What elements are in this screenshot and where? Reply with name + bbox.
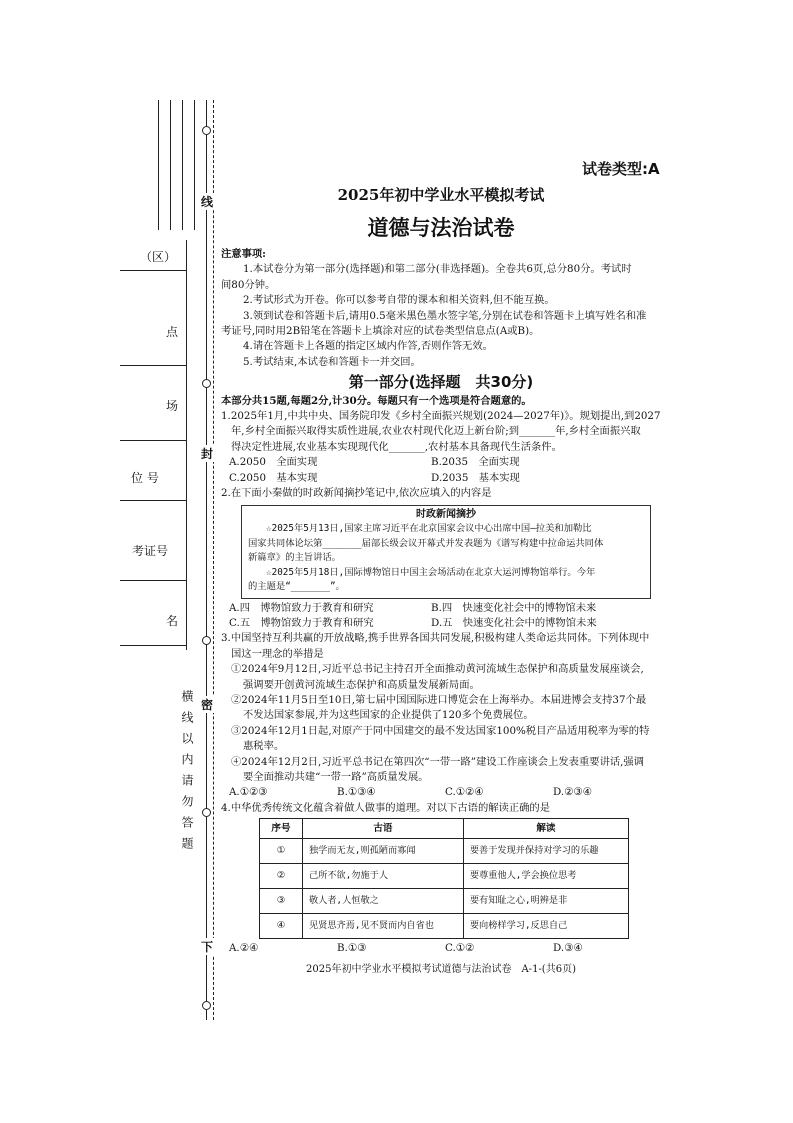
exam-point-field[interactable] xyxy=(120,270,187,366)
name-label: 名 xyxy=(166,614,179,628)
exam-room-label: 场 xyxy=(166,399,179,413)
table-row xyxy=(260,889,629,914)
line-char-xian: 线 xyxy=(200,195,213,209)
notice-item: 4.请在答题卡上各题的指定区域内作答,否则作答无效。 xyxy=(243,340,493,353)
option-a[interactable]: A.2050 全面实现 xyxy=(229,456,318,469)
option-d[interactable]: D.五 快速变化社会中的博物馆未来 xyxy=(431,616,597,629)
part1-title: 第一部分(选择题 共30分) xyxy=(348,373,534,392)
statement-item: ①2024年9月12日,习近平总书记主持召开全面推动黄河流域生态保护和高质量发展座谈会, xyxy=(231,663,644,676)
news-line: ☆2025年5月18日,国际博物馆日中国主会场活动在北京大运河博物馆举行。今年 xyxy=(266,566,596,578)
statement-item: ③2024年12月1日起,对原产于同中国建交的最不发达国家100%税目产品适用税率为零的特 xyxy=(231,724,650,737)
notice-item: 间80分钟。 xyxy=(221,278,276,291)
notice-item: 5.考试结束,本试卷和答题卡一并交回。 xyxy=(243,355,421,368)
page-footer: 2025年初中学业水平模拟考试道德与法治试卷 A-1-(共6页) xyxy=(306,964,576,975)
news-line: 的主题是“_______”。 xyxy=(248,581,345,592)
exam-point-label: 点 xyxy=(166,325,179,339)
notice-item: 1.本试卷分为第一部分(选择题)和第二部分(非选择题)。全卷共6页,总分80分。考试时 xyxy=(243,263,632,276)
option-b[interactable]: B.2035 全面实现 xyxy=(431,456,520,469)
binding-hole-4 xyxy=(202,808,211,817)
seat-number-label: 位 号 xyxy=(131,471,159,485)
news-line: 国家共同体论坛第_______届部长级会议开幕式并发表题为《谱写构建中拉命运共同体 xyxy=(248,537,604,549)
question-text: 1.2025年1月,中共中央、国务院印发《乡村全面振兴规划(2024—2027年)》。规划提出,到2027 xyxy=(221,410,661,423)
table-row xyxy=(260,839,629,864)
option-b[interactable]: B.①③ xyxy=(337,942,367,955)
notice-item: 3.领到试卷和答题卡后,请用0.5毫米黑色墨水签字笔,分别在试卷和答题卡上填写姓名和准 xyxy=(243,309,647,322)
option-d[interactable]: D.2035 基本实现 xyxy=(431,471,520,484)
option-a[interactable]: A.①②③ xyxy=(229,786,268,799)
statement-item: ④2024年12月2日,习近平总书记在第四次“一带一路”建设工作座谈会上发表重要讲话,强调 xyxy=(231,755,645,768)
news-notes-title: 时政新闻摘抄 xyxy=(416,508,476,520)
paper-type: 试卷类型:A xyxy=(582,160,660,178)
question-text: 国这一理念的举措是 xyxy=(231,647,324,660)
table-cell: 要向榜样学习,反思自己 xyxy=(463,914,628,939)
option-a[interactable]: A.②④ xyxy=(229,942,259,955)
tick-line-4 xyxy=(194,100,195,230)
column-header: 解读 xyxy=(463,819,628,839)
no-answer-warning: 横线以内请勿答题 xyxy=(180,690,194,858)
question-text: 得决定性进展,农业基本实现现代化_______,农村基本具备现代生活条件。 xyxy=(231,440,562,453)
table-cell: 要善于发现并保持对学习的乐趣 xyxy=(463,839,628,864)
notice-title: 注意事项: xyxy=(221,248,266,260)
seal-line-outer xyxy=(206,100,207,1020)
option-d[interactable]: D.③④ xyxy=(553,942,583,955)
part1-intro: 本部分共15题,每题2分,计30分。每题只有一个选项是符合题意的。 xyxy=(221,394,532,407)
tick-line-2 xyxy=(170,100,171,230)
table-cell: 独学而无友,则孤陋而寡闻 xyxy=(303,839,464,864)
option-c[interactable]: C.①② xyxy=(445,942,475,955)
notice-item: 考证号,同时用2B铅笔在答题卡上填涂对应的试卷类型信息点(A或B)。 xyxy=(221,325,540,338)
table-header-row xyxy=(260,819,629,839)
notice-item: 2.考试形式为开卷。你可以参考自带的课本和相关资料,但不能互换。 xyxy=(243,294,555,307)
statement-item: 强调要开创黄河流域生态保护和高质量发展新局面。 xyxy=(243,678,480,691)
bottom-char: 下 xyxy=(200,940,213,954)
column-header: 序号 xyxy=(260,819,303,839)
question-2 xyxy=(221,486,661,631)
option-d[interactable]: D.②③④ xyxy=(553,786,592,799)
question-text: 2.在下面小秦做的时政新闻摘抄笔记中,依次应填入的内容是 xyxy=(221,487,492,500)
table-cell: 要有知耻之心,明辨是非 xyxy=(463,889,628,914)
ticket-number-label: 考证号 xyxy=(132,544,169,558)
question-3 xyxy=(221,631,661,800)
table-cell: ② xyxy=(260,864,303,889)
table-cell: ④ xyxy=(260,914,303,939)
line-char-mi: 密 xyxy=(200,698,213,712)
line-char-feng: 封 xyxy=(200,447,213,461)
district-label: （区） xyxy=(140,250,177,264)
option-b[interactable]: B.四 快速变化社会中的博物馆未来 xyxy=(431,601,597,614)
option-a[interactable]: A.四 博物馆致力于教育和研究 xyxy=(229,601,374,614)
statement-item: 要全面推动共建“一带一路”高质量发展。 xyxy=(243,770,429,783)
ticket-number-field[interactable] xyxy=(120,500,187,581)
binding-hole-1 xyxy=(202,126,211,135)
table-row xyxy=(260,864,629,889)
news-line: 新篇章》的主旨讲话。 xyxy=(248,552,341,563)
exam-title: 2025年初中学业水平模拟考试 xyxy=(337,186,545,204)
option-c[interactable]: C.①②④ xyxy=(445,786,484,799)
binding-hole-5 xyxy=(202,1001,211,1010)
news-line: ☆2025年5月13日,国家主席习近平在北京国家会议中心出席中国—拉美和加勒比 xyxy=(266,523,592,534)
table-cell: 要尊重他人,学会换位思考 xyxy=(463,864,628,889)
table-cell: ③ xyxy=(260,889,303,914)
binding-hole-3 xyxy=(202,636,211,645)
option-c[interactable]: C.2050 基本实现 xyxy=(229,471,318,484)
question-text: 4.中华优秀传统文化蕴含着做人做事的道理。对以下古语的解读正确的是 xyxy=(221,801,551,814)
question-1 xyxy=(221,409,661,486)
statement-item: 不发达国家参展,并为这些国家的企业提供了120多个免费展位。 xyxy=(243,709,534,722)
subject-title: 道德与法治试卷 xyxy=(367,216,515,240)
table-cell: 见贤思齐焉,见不贤而内自省也 xyxy=(303,914,464,939)
seal-line-inner xyxy=(213,100,214,1020)
notice-section xyxy=(221,247,661,370)
statement-item: 惠税率。 xyxy=(243,740,285,753)
exam-body xyxy=(221,247,661,957)
column-header: 古语 xyxy=(303,819,464,839)
option-b[interactable]: B.①③④ xyxy=(337,786,376,799)
table-cell: ① xyxy=(260,839,303,864)
news-notes-box xyxy=(241,505,651,599)
tick-line-3 xyxy=(182,100,183,230)
table-cell: 己所不欲,勿施于人 xyxy=(303,864,464,889)
option-c[interactable]: C.五 博物馆致力于教育和研究 xyxy=(229,616,374,629)
question-text: 3.中国坚持互利共赢的开放战略,携手世界各国共同发展,积极构建人类命运共同体。下列体现中 xyxy=(221,632,650,645)
question-text: 年,乡村全面振兴取得实质性进展,农业农村现代化迈上新台阶;到_______年,乡村全面振兴取 xyxy=(231,425,641,438)
tick-line-1 xyxy=(158,100,159,230)
proverb-table xyxy=(259,818,629,939)
table-cell: 敬人者,人恒敬之 xyxy=(303,889,464,914)
question-4 xyxy=(221,801,661,957)
table-row xyxy=(260,914,629,939)
statement-item: ②2024年11月5日至10日,第七届中国国际进口博览会在上海举办。本届进博会支持37个最 xyxy=(231,693,647,706)
binding-hole-2 xyxy=(202,379,211,388)
